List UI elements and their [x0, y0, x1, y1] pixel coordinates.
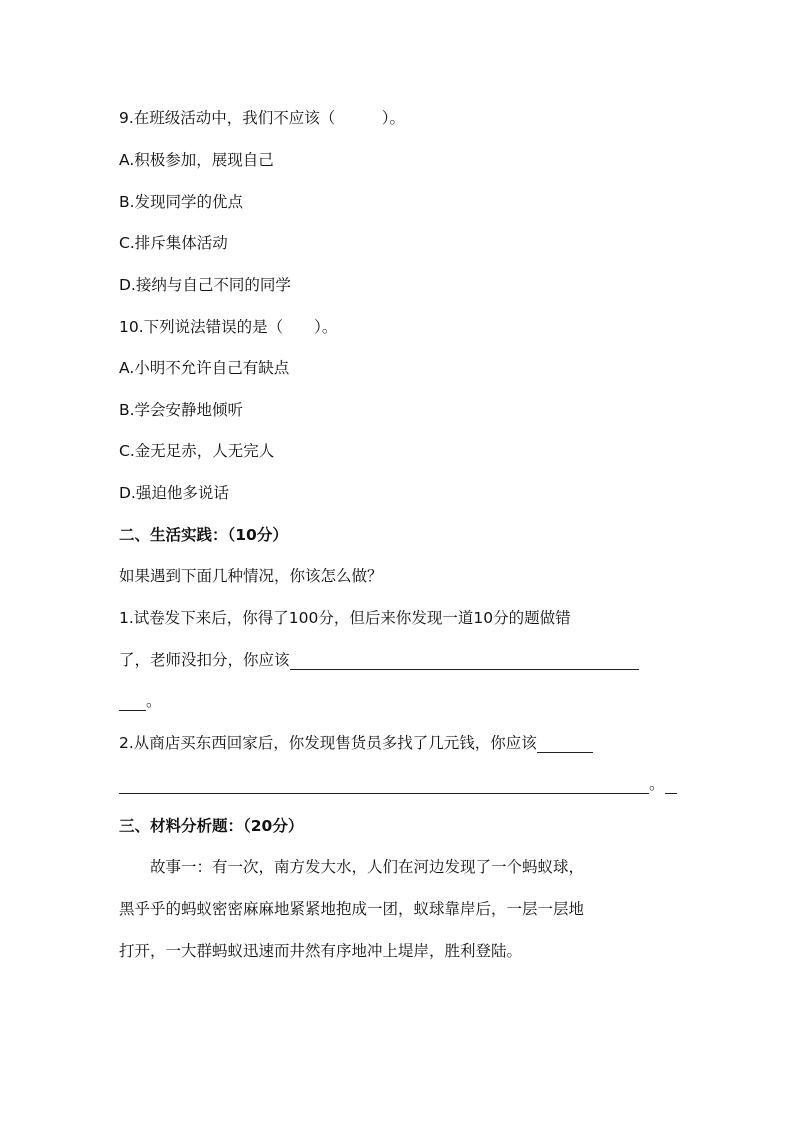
- practice-1-prompt: 了，老师没扣分，你应该: [119, 651, 290, 669]
- question-10-stem: 10.下列说法错误的是（ ）。: [119, 318, 338, 336]
- practice-2-line-1: [119, 733, 674, 753]
- question-10-option-a: A.小明不允许自己有缺点: [119, 359, 290, 377]
- story-line-1: 故事一：有一次，南方发大水，人们在河边发现了一个蚂蚁球，: [150, 858, 585, 876]
- question-10-option-c: C.金无足赤，人无完人: [119, 442, 275, 460]
- practice-1-line-3: [119, 691, 674, 711]
- story-line-2: 黑乎乎的蚂蚁密密麻麻地紧紧地抱成一团，蚁球靠岸后，一层一层地: [119, 900, 585, 918]
- question-9-stem: 9.在班级活动中，我们不应该（ ）。: [119, 109, 406, 127]
- story-line-3: 打开，一大群蚂蚁迅速而井然有序地冲上堤岸，胜利登陆。: [119, 942, 523, 960]
- section-2-heading: 二、生活实践：（10分）: [119, 526, 288, 544]
- question-9-option-b: B.发现同学的优点: [119, 193, 244, 211]
- answer-blank-2a[interactable]: [537, 736, 593, 753]
- answer-blank-2c[interactable]: [665, 777, 677, 794]
- question-10-option-b: B.学会安静地倾听: [119, 401, 244, 419]
- answer-blank-2b[interactable]: [119, 777, 649, 794]
- practice-2-prompt: 2.从商店买东西回家后，你发现售货员多找了几元钱，你应该: [119, 734, 537, 752]
- practice-1-line-2: [119, 650, 674, 670]
- practice-1-end: 。: [146, 692, 162, 710]
- question-9-option-a: A.积极参加，展现自己: [119, 151, 274, 169]
- answer-blank-1b[interactable]: [119, 694, 146, 711]
- practice-2-line-2: [119, 774, 674, 794]
- section-2-intro: 如果遇到下面几种情况，你该怎么做？: [119, 567, 383, 585]
- question-9-option-c: C.排斥集体活动: [119, 234, 228, 252]
- practice-2-end: 。: [649, 775, 665, 793]
- section-3-heading: 三、材料分析题：（20分）: [119, 817, 304, 835]
- practice-1-line-1: 1.试卷发下来后，你得了100分，但后来你发现一道10分的题做错: [119, 609, 571, 627]
- question-9-option-d: D.接纳与自己不同的同学: [119, 276, 291, 294]
- answer-blank-1a[interactable]: [290, 653, 639, 670]
- question-10-option-d: D.强迫他多说话: [119, 484, 229, 502]
